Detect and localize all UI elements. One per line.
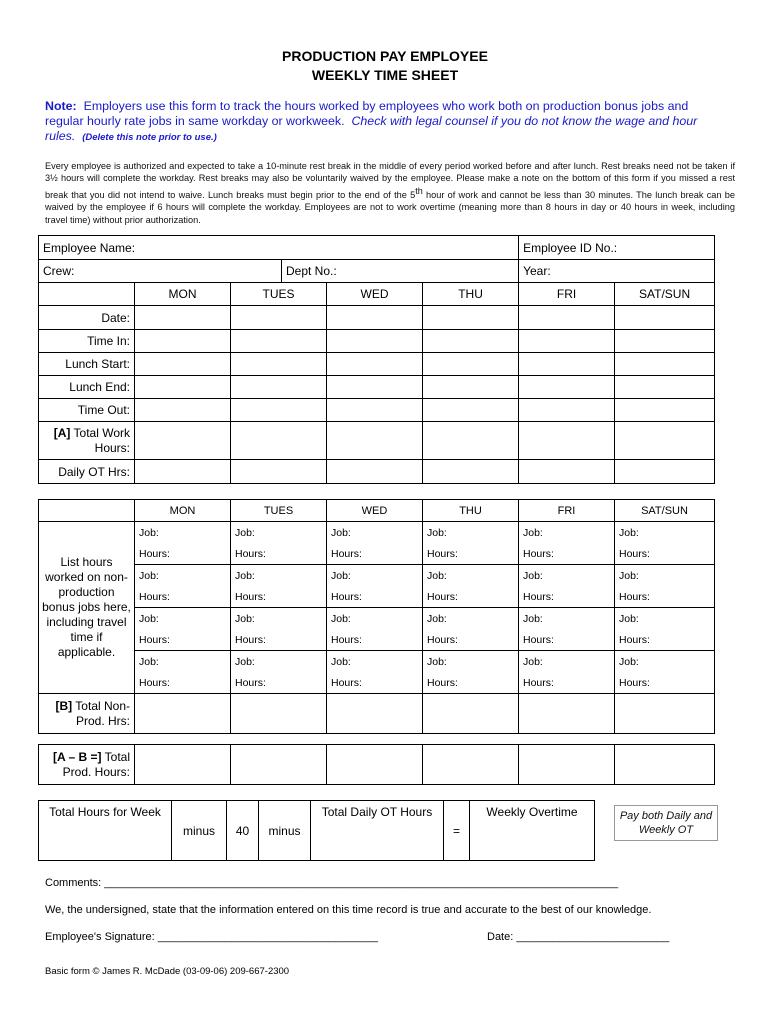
year-label: Year:: [523, 264, 551, 278]
row-label-date: Date:: [39, 306, 135, 330]
hours-label: Hours:: [235, 590, 266, 603]
total-ab-line1: Total: [101, 749, 130, 764]
input-cell[interactable]: [615, 745, 715, 785]
note-text: Employers use this form to track the hours worked by employees who work both on production bonus jobs and regular hourly rate jobs in same workday or workweek.: [45, 99, 689, 128]
nonprod-table: [38, 499, 715, 734]
input-cell[interactable]: [135, 330, 231, 353]
input-cell[interactable]: [423, 330, 519, 353]
day-header-satsun: SAT/SUN: [615, 500, 715, 522]
input-cell[interactable]: [519, 694, 615, 734]
job-label: Job:: [331, 655, 351, 668]
hours-label: Hours:: [523, 676, 554, 689]
hours-label: Hours:: [331, 547, 362, 560]
job-hours-cell[interactable]: [519, 651, 615, 694]
hours-label: Hours:: [523, 633, 554, 646]
total-b-line1: Total Non-: [72, 698, 130, 713]
minus-label-2: minus: [259, 801, 311, 861]
total-prod-table: [38, 744, 715, 785]
row-label-time-out: Time Out:: [39, 399, 135, 422]
job-hours-cell[interactable]: [231, 565, 327, 608]
input-cell[interactable]: [519, 330, 615, 353]
input-cell[interactable]: [519, 422, 615, 460]
job-hours-cell[interactable]: [135, 651, 231, 694]
crew-field[interactable]: [39, 260, 282, 283]
job-hours-cell[interactable]: [327, 651, 423, 694]
day-header-tues: TUES: [231, 283, 327, 306]
job-label: Job:: [235, 655, 255, 668]
input-cell[interactable]: [135, 376, 231, 399]
input-cell[interactable]: [423, 399, 519, 422]
input-cell[interactable]: [231, 460, 327, 484]
note-delete: (Delete this note prior to use.): [82, 132, 217, 143]
job-label: Job:: [331, 569, 351, 582]
input-cell[interactable]: [519, 399, 615, 422]
input-cell[interactable]: [519, 353, 615, 376]
minus-label-1: minus: [172, 801, 227, 861]
row-label-lunch-end: Lunch End:: [39, 376, 135, 399]
job-hours-cell[interactable]: [423, 565, 519, 608]
employee-name-field[interactable]: [39, 236, 519, 260]
input-cell[interactable]: [231, 376, 327, 399]
crew-label: Crew:: [43, 264, 75, 278]
day-header-mon: MON: [135, 283, 231, 306]
job-label: Job:: [619, 655, 639, 668]
note-italic: Check with legal counsel if you do not know the wage and hour rules.: [45, 114, 698, 143]
input-cell[interactable]: [327, 306, 423, 330]
job-label: Job:: [523, 612, 543, 625]
employee-id-label: Employee ID No.:: [523, 240, 618, 255]
form-title-line2: WEEKLY TIME SHEET: [311, 67, 459, 83]
job-label: Job:: [523, 569, 543, 582]
hours-label: Hours:: [523, 547, 554, 560]
certification-statement: We, the undersigned, state that the information entered on this time record is true and accurate to the best of our knowledge.: [45, 904, 652, 916]
hours-label: Hours:: [427, 633, 458, 646]
hours-label: Hours:: [139, 547, 170, 560]
tag-b: [B]: [55, 698, 73, 713]
hours-label: Hours:: [427, 547, 458, 560]
input-cell[interactable]: [327, 422, 423, 460]
job-hours-cell[interactable]: [519, 522, 615, 565]
total-ab-line2: Prod. Hours:: [62, 764, 130, 779]
input-cell[interactable]: [423, 353, 519, 376]
row-label-total-prod: [39, 745, 135, 785]
job-hours-cell[interactable]: [615, 608, 715, 651]
input-cell[interactable]: [423, 460, 519, 484]
hours-label: Hours:: [139, 590, 170, 603]
employer-note: [45, 99, 725, 145]
job-hours-cell[interactable]: [327, 565, 423, 608]
hours-label: Hours:: [139, 676, 170, 689]
job-hours-cell[interactable]: [615, 522, 715, 565]
policy-part1: Every employee is authorized and expected to take a 10-minute rest break in the middle of every period worked before and after lunch. Rest breaks need not be taken if 3½ hours will complete the workday. Rest breaks may also be voluntarily waived by the employee. Please make a note on the bottom of this form if you missed a rest break that you did not intend to waive. Lunch breaks must begin prior to the end of the 5: [45, 161, 735, 200]
policy-sup: th: [415, 185, 423, 196]
job-label: Job:: [139, 569, 159, 582]
input-cell[interactable]: [615, 399, 715, 422]
input-cell[interactable]: [615, 422, 715, 460]
job-label: Job:: [427, 655, 447, 668]
corner-cell: [39, 283, 135, 306]
input-cell[interactable]: [135, 694, 231, 734]
weekly-overtime[interactable]: Weekly Overtime: [470, 801, 595, 861]
input-cell[interactable]: [327, 376, 423, 399]
input-cell[interactable]: [423, 306, 519, 330]
hours-label: Hours:: [331, 633, 362, 646]
hours-label: Hours:: [235, 676, 266, 689]
input-cell[interactable]: [423, 745, 519, 785]
job-label: Job:: [523, 655, 543, 668]
input-cell[interactable]: [519, 376, 615, 399]
input-cell[interactable]: [327, 399, 423, 422]
tag-a: [A]: [53, 425, 71, 440]
job-label: Job:: [619, 612, 639, 625]
dept-label: Dept No.:: [286, 264, 337, 278]
job-hours-cell[interactable]: [423, 522, 519, 565]
weekly-summary: [38, 800, 595, 861]
job-label: Job:: [427, 569, 447, 582]
input-cell[interactable]: [615, 330, 715, 353]
input-cell[interactable]: [327, 745, 423, 785]
nonprod-instructions: List hours worked on non-production bonus jobs here, including travel time if applicable.: [39, 522, 135, 694]
employee-name-label: Employee Name:: [43, 240, 136, 255]
job-label: Job:: [523, 526, 543, 539]
day-header-fri: FRI: [519, 500, 615, 522]
input-cell[interactable]: [615, 694, 715, 734]
row-label-lunch-start: Lunch Start:: [39, 353, 135, 376]
job-hours-cell[interactable]: [615, 565, 715, 608]
hours-label: Hours:: [427, 676, 458, 689]
time-table: [38, 235, 715, 484]
copyright-notice: Basic form © James R. McDade (03-09-06) 209-667-2300: [45, 966, 290, 977]
corner-cell: [39, 500, 135, 522]
hours-label: Hours:: [235, 633, 266, 646]
day-header-wed: WED: [327, 500, 423, 522]
hours-label: Hours:: [427, 590, 458, 603]
input-cell[interactable]: [231, 330, 327, 353]
input-cell[interactable]: [615, 460, 715, 484]
input-cell[interactable]: [519, 460, 615, 484]
job-hours-cell[interactable]: [615, 651, 715, 694]
job-hours-cell[interactable]: [135, 608, 231, 651]
pay-both-box: [614, 805, 718, 841]
day-header-mon: MON: [135, 500, 231, 522]
pay-both-text: Pay both Daily and Weekly OT: [619, 810, 713, 836]
policy-part2: hour of work and cannot be less than 30 minutes. The lunch break can be waived by the employee if 6 hours will complete the workday. Employees are not to work overtime (meaning more than 8 hours in day or 40 hours in week, including travel time) without prior authorization.: [45, 189, 735, 225]
job-hours-cell[interactable]: [327, 608, 423, 651]
job-label: Job:: [235, 569, 255, 582]
input-cell[interactable]: [327, 330, 423, 353]
job-label: Job:: [331, 526, 351, 539]
input-cell[interactable]: [519, 306, 615, 330]
input-cell[interactable]: [615, 376, 715, 399]
hours-label: Hours:: [139, 633, 170, 646]
note-label: Note:: [45, 99, 77, 113]
day-header-tues: TUES: [231, 500, 327, 522]
form-title-line1: PRODUCTION PAY EMPLOYEE: [282, 48, 488, 64]
job-hours-cell[interactable]: [231, 651, 327, 694]
input-cell[interactable]: [231, 353, 327, 376]
day-header-wed: WED: [327, 283, 423, 306]
job-hours-cell[interactable]: [327, 522, 423, 565]
job-hours-cell[interactable]: [423, 651, 519, 694]
input-cell[interactable]: [327, 353, 423, 376]
total-b-line2: Prod. Hrs:: [75, 713, 130, 728]
hours-label: Hours:: [619, 676, 650, 689]
input-cell[interactable]: [327, 694, 423, 734]
input-cell[interactable]: [615, 306, 715, 330]
input-cell[interactable]: [231, 422, 327, 460]
year-field[interactable]: [519, 260, 715, 283]
job-label: Job:: [235, 612, 255, 625]
input-cell[interactable]: [327, 460, 423, 484]
input-cell[interactable]: [231, 694, 327, 734]
input-cell[interactable]: [231, 399, 327, 422]
hours-label: Hours:: [619, 633, 650, 646]
input-cell[interactable]: [135, 353, 231, 376]
job-label: Job:: [139, 655, 159, 668]
input-cell[interactable]: [231, 745, 327, 785]
day-header-thu: THU: [423, 283, 519, 306]
employee-signature-line[interactable]: Employee's Signature: ____________________________________: [45, 931, 379, 943]
job-hours-cell[interactable]: [231, 608, 327, 651]
input-cell[interactable]: [135, 399, 231, 422]
job-label: Job:: [427, 526, 447, 539]
hours-label: Hours:: [619, 547, 650, 560]
row-label-total-work: [39, 422, 135, 460]
hours-label: Hours:: [235, 547, 266, 560]
job-hours-cell[interactable]: [423, 608, 519, 651]
row-label-daily-ot: Daily OT Hrs:: [39, 460, 135, 484]
date-line[interactable]: Date: _________________________: [487, 931, 670, 943]
hours-label: Hours:: [523, 590, 554, 603]
job-label: Job:: [331, 612, 351, 625]
input-cell[interactable]: [423, 694, 519, 734]
day-header-fri: FRI: [519, 283, 615, 306]
day-header-thu: THU: [423, 500, 519, 522]
hours-label: Hours:: [331, 590, 362, 603]
dept-field[interactable]: [282, 260, 519, 283]
input-cell[interactable]: [423, 422, 519, 460]
total-work-line1: Total Work: [70, 425, 130, 440]
forty-hours: 40: [227, 801, 259, 861]
input-cell[interactable]: [519, 745, 615, 785]
input-cell[interactable]: [615, 353, 715, 376]
job-hours-cell[interactable]: [519, 608, 615, 651]
row-label-total-nonprod: [39, 694, 135, 734]
job-label: Job:: [619, 526, 639, 539]
job-hours-cell[interactable]: [231, 522, 327, 565]
job-hours-cell[interactable]: [135, 522, 231, 565]
job-label: Job:: [235, 526, 255, 539]
input-cell[interactable]: [135, 460, 231, 484]
input-cell[interactable]: [135, 306, 231, 330]
job-label: Job:: [427, 612, 447, 625]
break-policy: [45, 160, 735, 226]
hours-label: Hours:: [619, 590, 650, 603]
total-daily-ot[interactable]: Total Daily OT Hours: [311, 801, 444, 861]
job-label: Job:: [619, 569, 639, 582]
job-hours-cell[interactable]: [519, 565, 615, 608]
job-hours-cell[interactable]: [135, 565, 231, 608]
row-label-time-in: Time In:: [39, 330, 135, 353]
employee-id-field[interactable]: [519, 236, 715, 260]
tag-ab: [A – B =]: [52, 749, 102, 764]
day-header-satsun: SAT/SUN: [615, 283, 715, 306]
input-cell[interactable]: [135, 422, 231, 460]
job-label: Job:: [139, 612, 159, 625]
hours-label: Hours:: [331, 676, 362, 689]
job-label: Job:: [139, 526, 159, 539]
input-cell[interactable]: [423, 376, 519, 399]
total-hours-for-week[interactable]: Total Hours for Week: [39, 801, 172, 861]
equals-label: =: [444, 801, 470, 861]
total-work-line2: Hours:: [94, 440, 130, 455]
comments-line[interactable]: Comments: ____________________________________________________________________________________: [45, 877, 619, 889]
input-cell[interactable]: [135, 745, 231, 785]
input-cell[interactable]: [231, 306, 327, 330]
